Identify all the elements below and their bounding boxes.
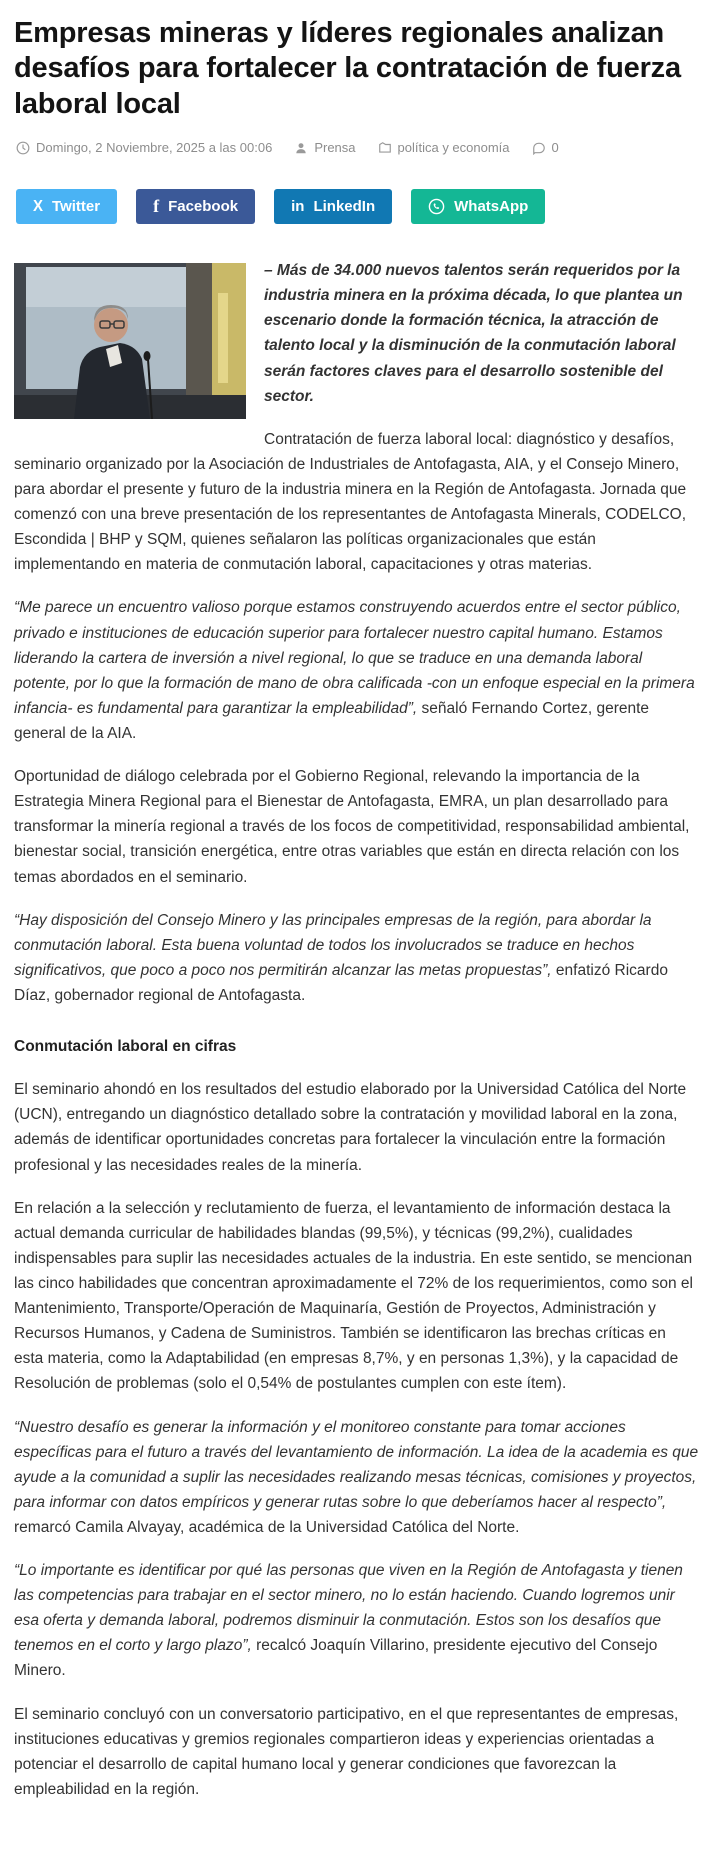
quote-paragraph (14, 1558, 699, 1684)
share-linkedin-button[interactable] (274, 189, 392, 224)
speaker-photo-graphic (14, 263, 246, 419)
lead-paragraph: – Más de 34.000 nuevos talentos serán requeridos por la industria minera en la próxima década, lo que plantea un escenario donde la formación técnica, la atracción de talento local y la disminución de la conmutación laboral serán factores claves para el desarrollo sostenible del sector. (264, 262, 683, 405)
quote-text: “Lo importante es identificar por qué las personas que viven en la Región de Antofagasta y tienen las competencias para trabajar en el sector minero, no lo están haciendo. Cuando logremos unir esa oferta y demanda laboral, podremos disminuir la conmutación. Estos son los desafíos que tenemos en el corto y largo plazo”, (14, 1562, 683, 1655)
share-twitter-label: Twitter (52, 198, 101, 216)
quote-text: “Hay disposición del Consejo Minero y las principales empresas de la región, para abordar la conmutación laboral. Esta buena voluntad de todos los involucrados se traduce en hechos significativos, que poco a poco nos permitirán alcanzar las metas propuestas”, (14, 911, 652, 979)
clock-icon (16, 141, 30, 155)
quote-attribution: recalcó Joaquín Villarino, presidente ejecutivo del Consejo Minero. (14, 1637, 658, 1680)
x-twitter-icon: X (33, 197, 44, 216)
meta-comments[interactable] (532, 140, 559, 155)
share-linkedin-label: LinkedIn (313, 198, 376, 216)
meta-date (16, 140, 272, 155)
quote-attribution: remarcó Camila Alvayay, académica de la Universidad Católica del Norte. (14, 1518, 520, 1536)
linkedin-in-icon: in (291, 198, 305, 216)
comment-bubble-icon (532, 141, 546, 155)
article-paragraph: En relación a la selección y reclutamiento de fuerza, el levantamiento de información destaca la actual demanda curricular de habilidades blandas (99,5%), y técnicas (99,2%), cualidades indispensables para suplir las necesidades actuales de la industria. En este sentido, se mencionan las cinco habilidades que concentran aproximadamente el 72% de los requerimientos, como son el Mantenimiento, Transporte/Operación de Maquinaría, Gestión de Proyectos, Administración y Recursos Humanos, y Cadena de Suministros. También se identificaron las brechas críticas en esta materia, como la Adaptabilidad (en empresas 8,7%, y en personas 1,3%), y la capacidad de Resolución de problemas (solo el 0,54% de postulantes cumplen con este ítem). (14, 1199, 693, 1393)
category-tag-icon (378, 141, 392, 155)
quote-paragraph (14, 908, 699, 1008)
article-paragraph: Oportunidad de diálogo celebrada por el Gobierno Regional, relevando la importancia de la Estrategia Minera Regional para el Bienestar de Antofagasta, EMRA, un plan desarrollado para transformar la minería regional a través de los focos de competitividad, responsabilidad ambiental, bienestar social, transición energética, entre otras variables que están en directa relación con los temas abordados en el seminario. (14, 768, 690, 886)
article-body (14, 258, 699, 1802)
quote-paragraph (14, 1415, 699, 1541)
share-buttons (16, 189, 699, 224)
quote-text: “Nuestro desafío es generar la información y el monitoreo constante para tomar acciones específicas para el futuro a través del levantamiento de información. La idea de la academia es que ayude a la comunidad a suplir las necesidades realizando mesas técnicas, comisiones y proyectos, para informar con datos empíricos y generar rutas sobre lo que deberíamos hacer al respecto”, (14, 1418, 699, 1511)
quote-attribution: señaló Fernando Cortez, gerente general de la AIA. (14, 699, 650, 742)
share-facebook-label: Facebook (168, 198, 239, 216)
speaker-photo (14, 263, 246, 419)
meta-comments-count: 0 (551, 140, 559, 156)
article-paragraph: El seminario ahondó en los resultados del estudio elaborado por la Universidad Católica del Norte (UCN), entregando un diagnóstico detallado sobre la contratación y movilidad laboral en la zona, además de identificar oportunidades concretas para fortalecer la vinculación entre la formación profesional y las necesidades reales de la minería. (14, 1081, 687, 1174)
share-facebook-button[interactable] (136, 189, 255, 224)
article-meta (16, 140, 699, 155)
quote-paragraph (14, 595, 699, 746)
article-paragraph: Contratación de fuerza laboral local: diagnóstico y desafíos, seminario organizado por la Asociación de Industriales de Antofagasta, AIA, y el Consejo Minero, para abordar el presente y futuro de la industria minera en la Región de Antofagasta. Jornada que comenzó con una breve presentación de los representantes de Antofagasta Minerals, CODELCO, Escondida | BHP y SQM, quienes señalaron las políticas organizacionales que están implementando en materia de conmutación laboral, capacitaciones y otras materias. (14, 430, 687, 574)
section-heading: Conmutación laboral en cifras (14, 1038, 237, 1056)
share-whatsapp-button[interactable] (411, 189, 545, 224)
facebook-f-icon: f (153, 195, 160, 216)
quote-attribution: enfatizó Ricardo Díaz, gobernador regional de Antofagasta. (14, 961, 668, 1004)
meta-author[interactable] (294, 140, 355, 155)
user-icon (294, 141, 308, 155)
share-twitter-button[interactable] (16, 189, 117, 224)
share-whatsapp-label: WhatsApp (454, 198, 529, 216)
meta-category[interactable] (378, 140, 510, 155)
quote-text: “Me parece un encuentro valioso porque estamos construyendo acuerdos entre el sector público, privado e instituciones de educación superior para fortalecer nuestro capital humano. Estamos liderando la cartera de inversión a nivel regional, lo que se traduce en una demanda laboral potente, por lo que la formación de mano de obra calificada -con un enfoque especial en la primera infancia- es fundamental para garantizar la empleabilidad”, (14, 599, 695, 717)
meta-date-text: Domingo, 2 Noviembre, 2025 a las 00:06 (36, 140, 273, 156)
meta-category-text: política y economía (397, 140, 510, 156)
page-title: Empresas mineras y líderes regionales analizan desafíos para fortalecer la contratación de fuerza laboral local (14, 17, 681, 120)
whatsapp-phone-icon (428, 198, 445, 215)
article-paragraph: El seminario concluyó con un conversatorio participativo, en el que representantes de empresas, instituciones educativas y gremios regionales compartieron ideas y experiencias orientadas a potenciar el desarrollo de capital humano local y generar condiciones que favorezcan la empleabilidad en la región. (14, 1705, 679, 1798)
meta-author-text: Prensa (314, 140, 356, 156)
